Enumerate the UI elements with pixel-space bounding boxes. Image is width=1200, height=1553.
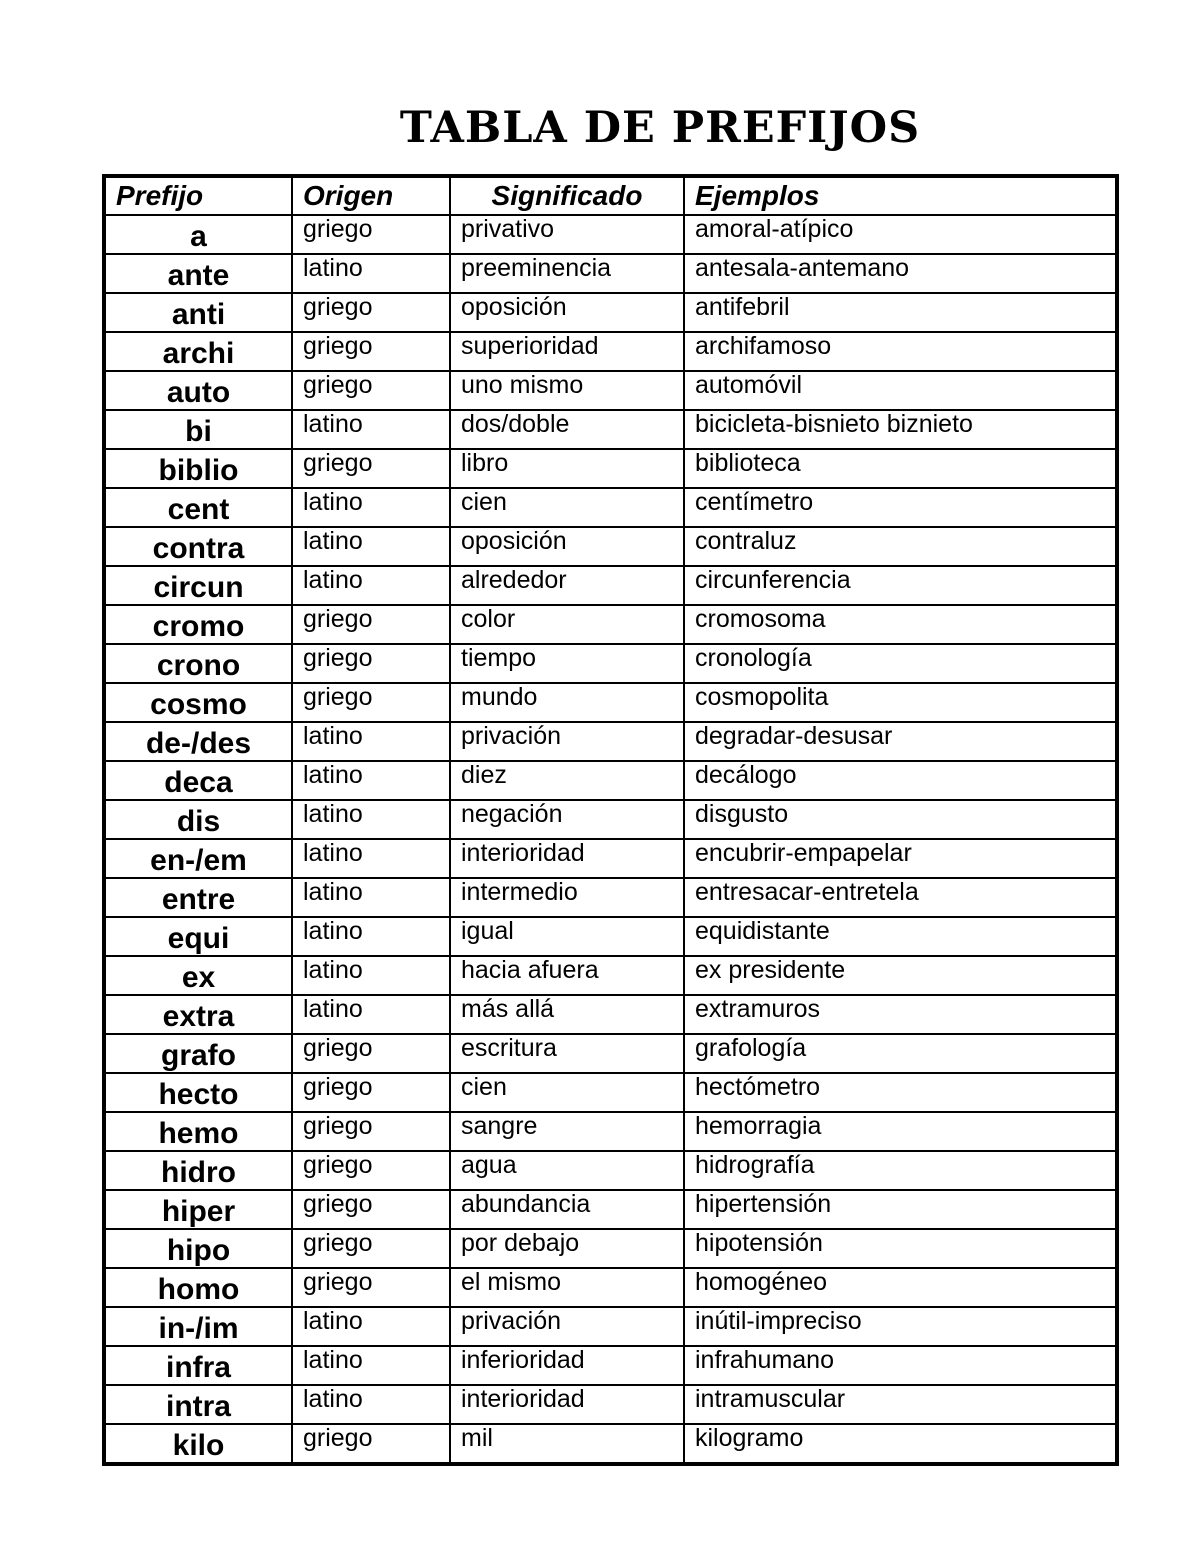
- cell-origen: latino: [292, 995, 450, 1034]
- cell-ejemplos: archifamoso: [684, 332, 1117, 371]
- header-ejemplos: Ejemplos: [684, 176, 1117, 215]
- table-row: [104, 644, 1117, 683]
- cell-origen: griego: [292, 1073, 450, 1112]
- cell-significado: escritura: [450, 1034, 684, 1073]
- cell-prefijo: ante: [104, 254, 292, 293]
- table-row: [104, 917, 1117, 956]
- prefix-table: [102, 174, 1119, 1466]
- cell-origen: latino: [292, 566, 450, 605]
- cell-prefijo: biblio: [104, 449, 292, 488]
- table-row: [104, 1073, 1117, 1112]
- cell-ejemplos: disgusto: [684, 800, 1117, 839]
- cell-origen: latino: [292, 761, 450, 800]
- cell-significado: diez: [450, 761, 684, 800]
- cell-ejemplos: hipotensión: [684, 1229, 1117, 1268]
- table-row: [104, 605, 1117, 644]
- cell-ejemplos: entresacar-entretela: [684, 878, 1117, 917]
- cell-prefijo: grafo: [104, 1034, 292, 1073]
- cell-significado: cien: [450, 488, 684, 527]
- cell-origen: griego: [292, 371, 450, 410]
- cell-ejemplos: hidrografía: [684, 1151, 1117, 1190]
- cell-prefijo: infra: [104, 1346, 292, 1385]
- cell-origen: griego: [292, 215, 450, 254]
- cell-ejemplos: decálogo: [684, 761, 1117, 800]
- cell-origen: latino: [292, 878, 450, 917]
- cell-prefijo: hemo: [104, 1112, 292, 1151]
- cell-origen: latino: [292, 488, 450, 527]
- cell-ejemplos: encubrir-empapelar: [684, 839, 1117, 878]
- cell-origen: latino: [292, 410, 450, 449]
- cell-origen: griego: [292, 1151, 450, 1190]
- table-row: [104, 995, 1117, 1034]
- table-row: [104, 800, 1117, 839]
- table-row: [104, 449, 1117, 488]
- header-prefijo: Prefijo: [104, 176, 292, 215]
- cell-significado: privación: [450, 722, 684, 761]
- cell-prefijo: extra: [104, 995, 292, 1034]
- cell-prefijo: equi: [104, 917, 292, 956]
- cell-significado: dos/doble: [450, 410, 684, 449]
- table-row: [104, 839, 1117, 878]
- cell-origen: latino: [292, 956, 450, 995]
- cell-prefijo: en-/em: [104, 839, 292, 878]
- cell-prefijo: hecto: [104, 1073, 292, 1112]
- cell-origen: griego: [292, 449, 450, 488]
- cell-ejemplos: automóvil: [684, 371, 1117, 410]
- cell-origen: griego: [292, 1268, 450, 1307]
- cell-ejemplos: homogéneo: [684, 1268, 1117, 1307]
- cell-significado: uno mismo: [450, 371, 684, 410]
- cell-origen: latino: [292, 1307, 450, 1346]
- table-row: [104, 1268, 1117, 1307]
- table-row: [104, 293, 1117, 332]
- cell-significado: color: [450, 605, 684, 644]
- cell-prefijo: crono: [104, 644, 292, 683]
- table-row: [104, 566, 1117, 605]
- cell-origen: latino: [292, 527, 450, 566]
- cell-prefijo: a: [104, 215, 292, 254]
- table-row: [104, 956, 1117, 995]
- cell-significado: agua: [450, 1151, 684, 1190]
- table-row: [104, 1112, 1117, 1151]
- cell-ejemplos: degradar-desusar: [684, 722, 1117, 761]
- cell-significado: inferioridad: [450, 1346, 684, 1385]
- table-row: [104, 1424, 1117, 1464]
- cell-prefijo: cromo: [104, 605, 292, 644]
- cell-origen: griego: [292, 644, 450, 683]
- cell-significado: intermedio: [450, 878, 684, 917]
- table-row: [104, 254, 1117, 293]
- cell-ejemplos: cosmopolita: [684, 683, 1117, 722]
- cell-ejemplos: bicicleta-bisnieto biznieto: [684, 410, 1117, 449]
- cell-significado: sangre: [450, 1112, 684, 1151]
- cell-prefijo: ex: [104, 956, 292, 995]
- table-row: [104, 371, 1117, 410]
- cell-prefijo: hipo: [104, 1229, 292, 1268]
- cell-origen: latino: [292, 722, 450, 761]
- cell-prefijo: auto: [104, 371, 292, 410]
- cell-prefijo: entre: [104, 878, 292, 917]
- cell-significado: oposición: [450, 293, 684, 332]
- table-row: [104, 410, 1117, 449]
- header-origen: Origen: [292, 176, 450, 215]
- cell-significado: interioridad: [450, 1385, 684, 1424]
- cell-origen: griego: [292, 1190, 450, 1229]
- cell-origen: latino: [292, 1385, 450, 1424]
- cell-ejemplos: hipertensión: [684, 1190, 1117, 1229]
- cell-prefijo: homo: [104, 1268, 292, 1307]
- cell-origen: griego: [292, 1229, 450, 1268]
- cell-origen: griego: [292, 1424, 450, 1464]
- cell-origen: griego: [292, 683, 450, 722]
- cell-significado: mundo: [450, 683, 684, 722]
- cell-prefijo: cosmo: [104, 683, 292, 722]
- cell-significado: oposición: [450, 527, 684, 566]
- cell-ejemplos: kilogramo: [684, 1424, 1117, 1464]
- cell-origen: griego: [292, 293, 450, 332]
- cell-significado: alrededor: [450, 566, 684, 605]
- table-row: [104, 683, 1117, 722]
- cell-prefijo: circun: [104, 566, 292, 605]
- table-row: [104, 1307, 1117, 1346]
- cell-prefijo: in-/im: [104, 1307, 292, 1346]
- cell-prefijo: hiper: [104, 1190, 292, 1229]
- table-row: [104, 332, 1117, 371]
- cell-prefijo: archi: [104, 332, 292, 371]
- cell-significado: igual: [450, 917, 684, 956]
- cell-origen: latino: [292, 917, 450, 956]
- cell-significado: hacia afuera: [450, 956, 684, 995]
- cell-ejemplos: inútil-impreciso: [684, 1307, 1117, 1346]
- cell-significado: tiempo: [450, 644, 684, 683]
- cell-significado: cien: [450, 1073, 684, 1112]
- cell-ejemplos: amoral-atípico: [684, 215, 1117, 254]
- table-row: [104, 1385, 1117, 1424]
- cell-significado: superioridad: [450, 332, 684, 371]
- cell-prefijo: intra: [104, 1385, 292, 1424]
- cell-ejemplos: circunferencia: [684, 566, 1117, 605]
- table-row: [104, 488, 1117, 527]
- cell-origen: griego: [292, 1034, 450, 1073]
- cell-ejemplos: grafología: [684, 1034, 1117, 1073]
- cell-ejemplos: equidistante: [684, 917, 1117, 956]
- table-row: [104, 1034, 1117, 1073]
- cell-ejemplos: hectómetro: [684, 1073, 1117, 1112]
- cell-origen: latino: [292, 254, 450, 293]
- table-row: [104, 1151, 1117, 1190]
- table-row: [104, 878, 1117, 917]
- cell-ejemplos: extramuros: [684, 995, 1117, 1034]
- cell-ejemplos: cronología: [684, 644, 1117, 683]
- cell-ejemplos: antesala-antemano: [684, 254, 1117, 293]
- cell-origen: griego: [292, 332, 450, 371]
- cell-origen: latino: [292, 1346, 450, 1385]
- table-row: [104, 761, 1117, 800]
- cell-significado: privación: [450, 1307, 684, 1346]
- cell-ejemplos: contraluz: [684, 527, 1117, 566]
- cell-ejemplos: biblioteca: [684, 449, 1117, 488]
- cell-prefijo: deca: [104, 761, 292, 800]
- cell-prefijo: anti: [104, 293, 292, 332]
- cell-significado: preeminencia: [450, 254, 684, 293]
- page-title: TABLA DE PREFIJOS: [399, 103, 921, 153]
- table-body: [104, 215, 1117, 1464]
- header-significado: Significado: [450, 176, 684, 215]
- cell-significado: por debajo: [450, 1229, 684, 1268]
- cell-prefijo: dis: [104, 800, 292, 839]
- cell-significado: más allá: [450, 995, 684, 1034]
- cell-origen: latino: [292, 839, 450, 878]
- cell-significado: abundancia: [450, 1190, 684, 1229]
- cell-prefijo: hidro: [104, 1151, 292, 1190]
- cell-significado: privativo: [450, 215, 684, 254]
- cell-significado: negación: [450, 800, 684, 839]
- table-row: [104, 1346, 1117, 1385]
- cell-prefijo: contra: [104, 527, 292, 566]
- cell-significado: mil: [450, 1424, 684, 1464]
- cell-prefijo: de-/des: [104, 722, 292, 761]
- cell-ejemplos: antifebril: [684, 293, 1117, 332]
- cell-significado: el mismo: [450, 1268, 684, 1307]
- cell-prefijo: kilo: [104, 1424, 292, 1464]
- table-header-row: [104, 176, 1117, 215]
- cell-prefijo: cent: [104, 488, 292, 527]
- table-row: [104, 722, 1117, 761]
- cell-ejemplos: cromosoma: [684, 605, 1117, 644]
- cell-ejemplos: intramuscular: [684, 1385, 1117, 1424]
- cell-significado: interioridad: [450, 839, 684, 878]
- cell-ejemplos: ex presidente: [684, 956, 1117, 995]
- table-row: [104, 527, 1117, 566]
- table-row: [104, 1190, 1117, 1229]
- cell-origen: griego: [292, 1112, 450, 1151]
- cell-ejemplos: centímetro: [684, 488, 1117, 527]
- table-row: [104, 1229, 1117, 1268]
- cell-ejemplos: hemorragia: [684, 1112, 1117, 1151]
- cell-ejemplos: infrahumano: [684, 1346, 1117, 1385]
- cell-significado: libro: [450, 449, 684, 488]
- table-row: [104, 215, 1117, 254]
- cell-origen: griego: [292, 605, 450, 644]
- cell-prefijo: bi: [104, 410, 292, 449]
- cell-origen: latino: [292, 800, 450, 839]
